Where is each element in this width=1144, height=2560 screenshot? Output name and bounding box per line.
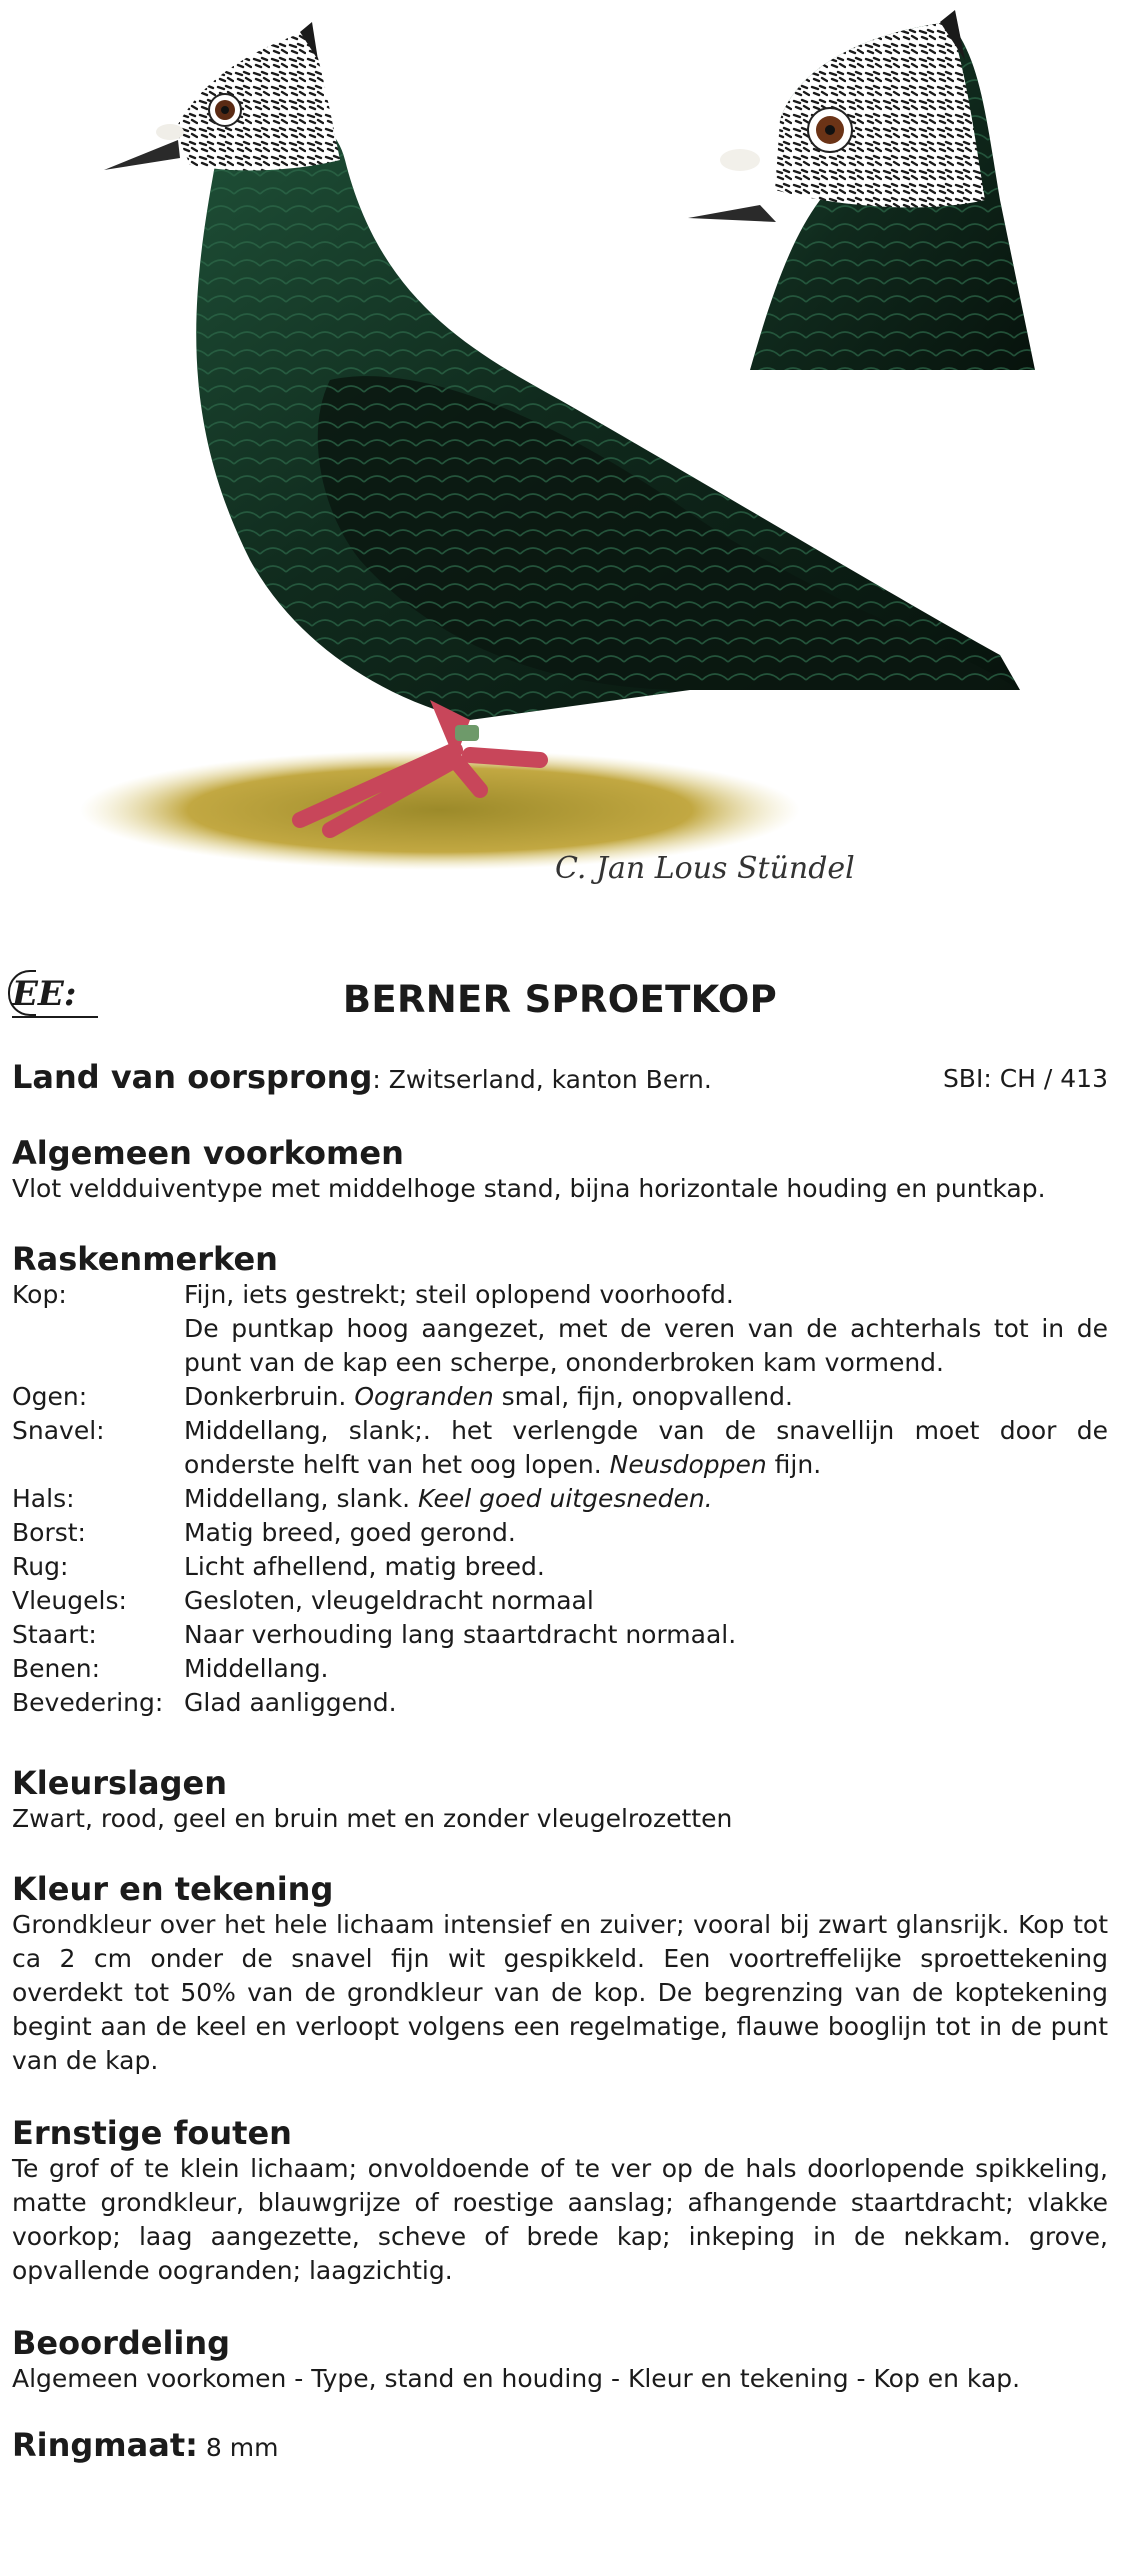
breed-title: BERNER SPROETKOP (342, 978, 778, 1021)
origin-label: Land van oorsprong (12, 1058, 373, 1096)
trait-row (12, 1550, 1108, 1584)
trait-key: Staart: (12, 1620, 97, 1649)
trait-key: Bevedering: (12, 1688, 164, 1717)
trait-value: Middellang. (184, 1654, 329, 1683)
trait-key: Ogen: (12, 1382, 88, 1411)
trait-key: Vleugels: (12, 1586, 127, 1615)
origin-value: : Zwitserland, kanton Bern. (372, 1065, 712, 1094)
ring-size-label: Ringmaat: (12, 2426, 198, 2464)
section-traits (12, 1240, 1108, 1720)
heading-faults: Ernstige fouten (12, 2114, 292, 2152)
trait-row-kop (12, 1278, 1108, 1380)
trait-value: Donkerbruin. (184, 1382, 355, 1411)
trait-key: Borst: (12, 1518, 86, 1547)
trait-value: Fijn, iets gestrekt; steil oplopend voorhoofd. (184, 1280, 734, 1309)
heading-marking: Kleur en tekening (12, 1870, 334, 1908)
breed-code: EE: (12, 974, 77, 1014)
trait-key: Snavel: (12, 1416, 105, 1445)
section-faults (12, 2114, 1108, 2288)
ring-size-value: 8 mm (197, 2433, 279, 2462)
origin-line (12, 1058, 1108, 1098)
section-marking (12, 1870, 1108, 2078)
heading-colors: Kleurslagen (12, 1764, 228, 1802)
trait-row-snavel (12, 1414, 1108, 1482)
artist-signature: C. Jan Lous Stündel (555, 851, 855, 886)
trait-row (12, 1618, 1108, 1652)
trait-row-hals (12, 1482, 1108, 1516)
trait-key: Hals: (12, 1484, 75, 1513)
section-general (12, 1134, 1108, 1206)
faults-text: Te grof of te klein lichaam; onvoldoende of te ver op de hals doorlopende spikkeling, matte grondkleur, blauwgrijze of roestige aanslag; afhangende staartdracht; vlakke voorkop; laag aangezette, scheve of brede kap; inkeping in de nekkam. grove, opvallende oogranden; laagzichtig. (12, 2154, 1108, 2285)
trait-key: Rug: (12, 1552, 69, 1581)
title-row (12, 972, 1108, 1032)
heading-traits: Raskenmerken (12, 1240, 278, 1278)
traits-table (12, 1278, 1108, 1720)
trait-value: De puntkap hoog aangezet, met de veren van de achterhals tot in de punt van de kap een scherpe, ononderbroken kam vormend. (184, 1314, 1108, 1377)
trait-value: Middellang, slank;. het verlengde van de snavellijn moet door de onderste helft van het oog lopen. (184, 1416, 1108, 1479)
trait-value: fijn. (766, 1450, 822, 1479)
marking-text: Grondkleur over het hele lichaam intensief en zuiver; vooral bij zwart glansrijk. Kop tot ca 2 cm onder de snavel fijn wit gespikkeld. Een voortreffelijke sproettekening overdekt tot 50% van de grondkleur van de kop. De begrenzing van de koptekening begint aan de keel en verloopt volgens een regelmatige, flauwe booglijn tot in de punt van de kap. (12, 1910, 1108, 2075)
section-judging (12, 2324, 1108, 2396)
trait-value: smal, fijn, onopvallend. (493, 1382, 793, 1411)
trait-row (12, 1686, 1108, 1720)
trait-value: Naar verhouding lang staartdracht normaal. (184, 1620, 737, 1649)
trait-value: Gesloten, vleugeldracht normaal (184, 1586, 594, 1615)
trait-key: Kop: (12, 1280, 67, 1309)
trait-value: Middellang, slank. (184, 1484, 418, 1513)
general-text: Vlot veldduiventype met middelhoge stand, bijna horizontale houding en puntkap. (12, 1174, 1046, 1203)
heading-general: Algemeen voorkomen (12, 1134, 404, 1172)
trait-key: Benen: (12, 1654, 101, 1683)
trait-value-emphasis: Oogranden (354, 1382, 494, 1411)
pigeon-illustration (0, 0, 1144, 940)
ring-size-line (12, 2426, 278, 2464)
trait-row (12, 1652, 1108, 1686)
section-colors (12, 1764, 1108, 1836)
trait-row (12, 1516, 1108, 1550)
trait-value-emphasis: Neusdoppen (609, 1450, 767, 1479)
trait-value-emphasis: Keel goed uitgesneden. (417, 1484, 713, 1513)
judging-text: Algemeen voorkomen - Type, stand en houding - Kleur en tekening - Kop en kap. (12, 2364, 1021, 2393)
trait-value: Licht afhellend, matig breed. (184, 1552, 545, 1581)
head-detail-illustration (688, 10, 1035, 370)
colors-text: Zwart, rood, geel en bruin met en zonder vleugelrozetten (12, 1804, 733, 1833)
trait-row (12, 1584, 1108, 1618)
heading-judging: Beoordeling (12, 2324, 231, 2362)
trait-value: Matig breed, goed gerond. (184, 1518, 516, 1547)
trait-value: Glad aanliggend. (184, 1688, 397, 1717)
trait-row-ogen (12, 1380, 1108, 1414)
sbi-code: SBI: CH / 413 (942, 1064, 1108, 1093)
